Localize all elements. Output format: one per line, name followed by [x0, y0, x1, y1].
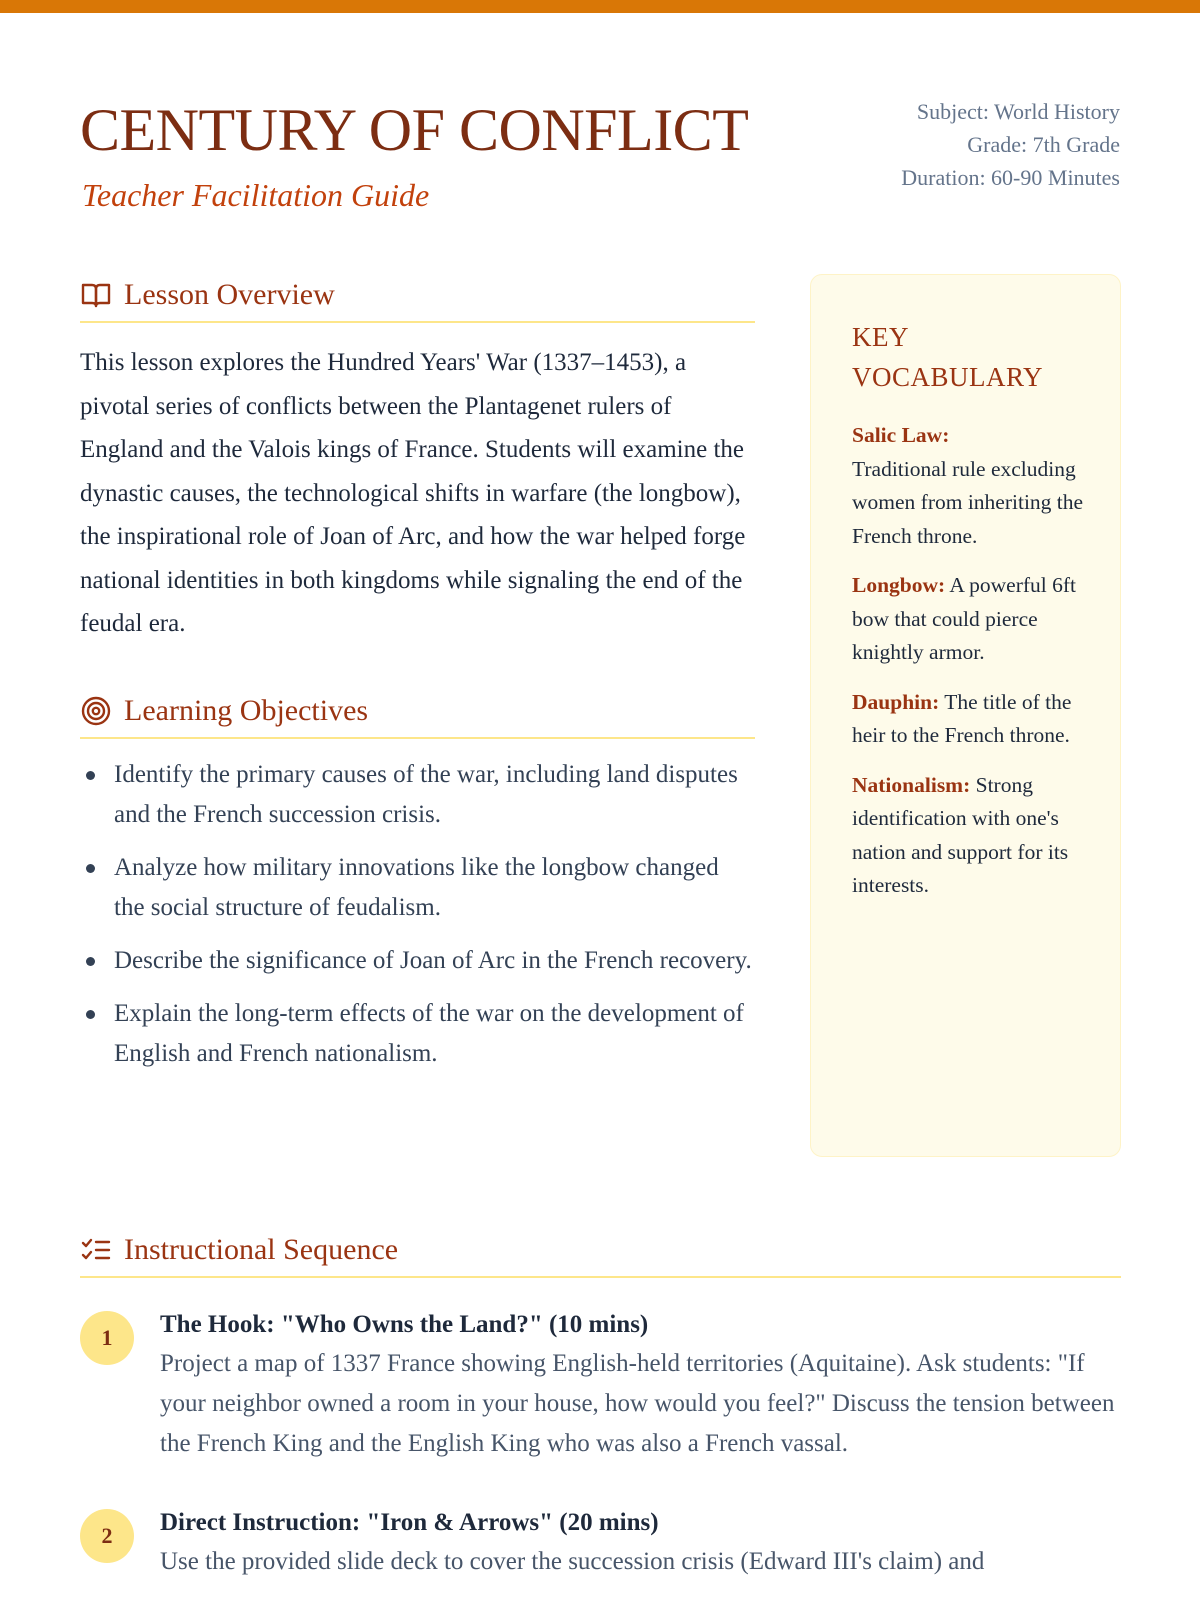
main-column: [80, 275, 755, 1087]
step-number-badge: 2: [80, 1509, 134, 1563]
vocabulary-definition: The title of the heir to the French throne.: [852, 689, 1072, 747]
sequence-step: [80, 1306, 1121, 1464]
section-title: Lesson Overview: [124, 278, 335, 311]
sequence-step: [80, 1504, 1121, 1582]
bullet-icon: [86, 957, 95, 966]
objective-item: Identify the primary causes of the war, including land disputes and the French succession crisis.: [80, 755, 755, 835]
meta-duration: Duration: 60-90 Minutes: [901, 165, 1120, 190]
section-heading-objectives: [80, 691, 755, 739]
page-header: [80, 95, 1120, 225]
vocabulary-term: Nationalism:: [852, 772, 971, 797]
step-title: Direct Instruction: "Iron & Arrows" (20 mins): [160, 1509, 659, 1536]
vocabulary-item: [852, 569, 1090, 670]
step-number-badge: 1: [80, 1311, 134, 1365]
section-heading-overview: [80, 275, 755, 323]
objectives-list: [80, 755, 755, 1074]
bullet-icon: [86, 864, 95, 873]
vocabulary-definition: Strong identification with one's nation and support for its interests.: [852, 772, 1069, 897]
section-title: Instructional Sequence: [124, 1233, 399, 1266]
bullet-icon: [86, 771, 95, 780]
vocabulary-item: [852, 769, 1090, 903]
objective-item: Describe the significance of Joan of Arc in the French recovery.: [80, 941, 755, 981]
section-title: Learning Objectives: [124, 693, 369, 727]
book-open-icon: [80, 279, 112, 311]
page-subtitle: Teacher Facilitation Guide: [82, 177, 430, 213]
meta-subject: Subject: World History: [916, 99, 1120, 124]
vocabulary-item: [852, 686, 1090, 753]
step-description: Use the provided slide deck to cover the succession crisis (Edward III's claim) and: [160, 1548, 985, 1575]
lesson-meta: [901, 95, 1120, 194]
step-title: The Hook: "Who Owns the Land?" (10 mins): [160, 1311, 649, 1338]
vocabulary-definition: A powerful 6ft bow that could pierce knightly armor.: [852, 573, 1076, 664]
page-title: CENTURY OF CONFLICT: [80, 97, 749, 163]
vocabulary-term: Dauphin:: [852, 689, 940, 714]
vocabulary-term: Salic Law:: [852, 423, 950, 447]
section-heading-sequence: [80, 1230, 1121, 1278]
instructional-sequence-section: [80, 1230, 1121, 1600]
list-checks-icon: [80, 1234, 112, 1266]
bullet-icon: [86, 1010, 95, 1019]
vocabulary-title: KEY VOCABULARY: [852, 322, 1044, 392]
learning-objectives-section: [80, 691, 755, 1074]
overview-paragraph: This lesson explores the Hundred Years' War (1337–1453), a pivotal series of conflicts between the Plantagenet rulers of England and the Valois kings of France. Students will examine the dynastic causes, the technological shifts in warfare (the longbow), the inspirational role of Joan of Arc, and how the war helped forge national identities in both kingdoms while signaling the end of the feudal era.: [80, 349, 746, 637]
objective-item: Explain the long-term effects of the war on the development of English and French nationalism.: [80, 994, 755, 1074]
key-vocabulary-box: [810, 274, 1121, 1157]
meta-grade: Grade: 7th Grade: [967, 132, 1120, 157]
target-icon: [80, 695, 112, 727]
objective-item: Analyze how military innovations like the longbow changed the social structure of feudalism.: [80, 848, 755, 928]
accent-top-bar: [0, 0, 1200, 13]
vocabulary-item: [852, 419, 1090, 553]
sequence-steps: [80, 1306, 1121, 1582]
step-description: Project a map of 1337 France showing English-held territories (Aquitaine). Ask students: "If your neighbor owned a room in your house, how would you feel?" Discuss the tension between the French King and the English King who was also a French vassal.: [160, 1350, 1115, 1457]
lesson-overview-section: [80, 275, 755, 646]
vocabulary-term: Longbow:: [852, 573, 946, 597]
vocabulary-definition: Traditional rule excluding women from inheriting the French throne.: [852, 456, 1084, 548]
